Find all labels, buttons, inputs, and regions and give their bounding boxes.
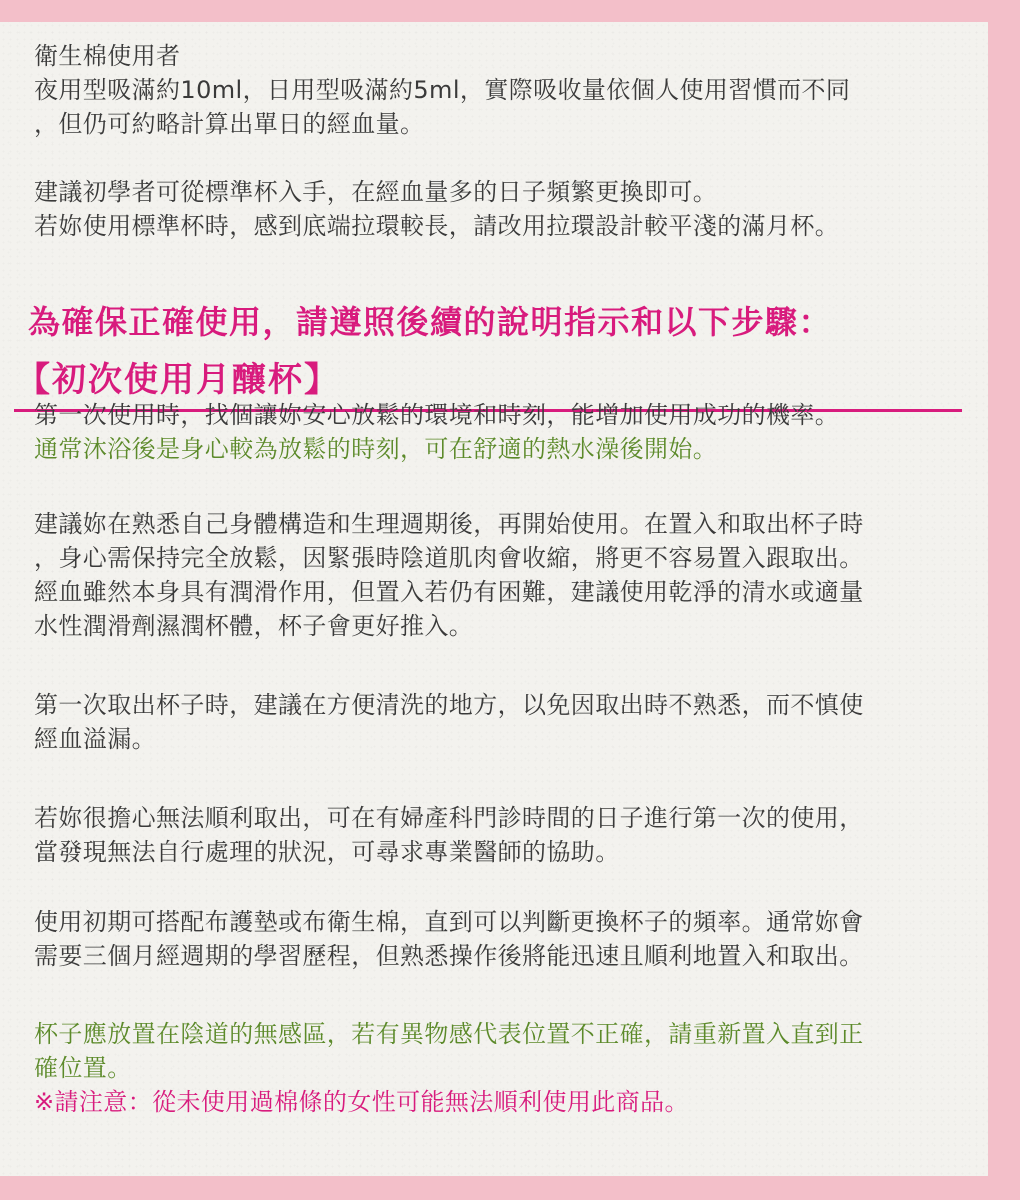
advice-line: 若妳使用標準杯時，感到底端拉環較長，請改用拉環設計較平淺的滿月杯。 <box>34 212 840 240</box>
worry-line: 若妳很擔心無法順利取出，可在有婦產科門診時間的日子進行第一次的使用， <box>34 804 864 832</box>
placement-paragraph <box>34 1017 954 1085</box>
advice-line: 建議初學者可從標準杯入手，在經血量多的日子頻繁更換即可。 <box>34 178 718 206</box>
familiar-line: 建議妳在熟悉自己身體構造和生理週期後，再開始使用。在置入和取出杯子時 <box>34 510 864 538</box>
removal-paragraph <box>34 688 954 756</box>
first-use-line: 第一次使用時，找個讓妳安心放鬆的環境和時刻，能增加使用成功的機率。 <box>34 401 840 429</box>
intro-line: 衛生棉使用者 <box>34 42 181 70</box>
familiar-line: 水性潤滑劑濕潤杯體，杯子會更好推入。 <box>34 612 474 640</box>
intro-paragraph <box>34 39 954 141</box>
first-use-paragraph <box>34 398 954 466</box>
worry-line: 當發現無法自行處理的狀況，可尋求專業醫師的協助。 <box>34 838 620 866</box>
familiar-paragraph <box>34 507 954 643</box>
removal-line: 第一次取出杯子時，建議在方便清洗的地方，以免因取出時不熟悉，而不慎使 <box>34 691 864 719</box>
instruction-heading: 為確保正確使用，請遵照後續的說明指示和以下步驟： <box>28 303 833 341</box>
section-title: 【初次使用月釀杯】 <box>16 360 340 400</box>
notice-line: ※請注意：從未使用過棉條的女性可能無法順利使用此商品。 <box>34 1088 689 1116</box>
initial-period-paragraph <box>34 905 954 973</box>
notice-text <box>34 1085 954 1119</box>
placement-line: 杯子應放置在陰道的無感區，若有異物感代表位置不正確，請重新置入直到正 <box>34 1020 864 1048</box>
familiar-line: 經血雖然本身具有潤滑作用，但置入若仍有困難，建議使用乾淨的清水或適量 <box>34 578 864 606</box>
worry-paragraph <box>34 801 954 869</box>
familiar-line: ，身心需保持完全放鬆，因緊張時陰道肌肉會收縮，將更不容易置入跟取出。 <box>34 544 864 572</box>
intro-line: ，但仍可約略計算出單日的經血量。 <box>34 110 425 138</box>
initial-period-line: 使用初期可搭配布護墊或布衛生棉，直到可以判斷更換杯子的頻率。通常妳會 <box>34 908 864 936</box>
placement-line: 確位置。 <box>34 1054 132 1082</box>
initial-period-line: 需要三個月經週期的學習歷程，但熟悉操作後將能迅速且順利地置入和取出。 <box>34 942 864 970</box>
paper-panel <box>0 22 988 1176</box>
removal-line: 經血溢漏。 <box>34 725 156 753</box>
advice-paragraph <box>34 175 954 243</box>
first-use-tip: 通常沐浴後是身心較為放鬆的時刻，可在舒適的熱水澡後開始。 <box>34 435 718 463</box>
intro-line: 夜用型吸滿約10ml，日用型吸滿約5ml，實際吸收量依個人使用習慣而不同 <box>34 76 851 104</box>
